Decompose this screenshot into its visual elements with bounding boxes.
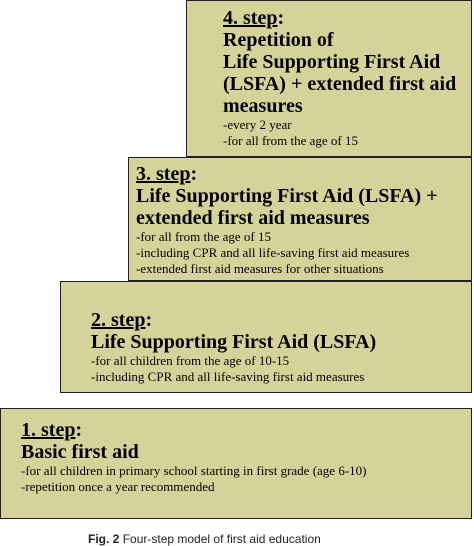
step-4-note: -every 2 year [223, 117, 292, 132]
step-2-title: Life Supporting First Aid (LSFA) [91, 331, 377, 353]
step-4-box [186, 0, 472, 157]
step-3-notes [136, 229, 438, 277]
step-1-notes [21, 463, 366, 495]
step-4-notes [223, 117, 456, 149]
step-1-note: -for all children in primary school starting in first grade (age 6-10) [21, 463, 367, 478]
step-3-heading: 3. step: [136, 163, 198, 185]
step-2-box [60, 281, 472, 393]
step-1-title: Basic first aid [21, 441, 139, 463]
step-2-heading: 2. step: [91, 309, 153, 331]
step-3-note: -for all from the age of 15 [136, 229, 272, 244]
step-4-note: -for all from the age of 15 [223, 133, 359, 148]
step-3-title: Life Supporting First Aid (LSFA) + extended first aid measures [136, 185, 438, 229]
step-3-note: -extended first aid measures for other situations [136, 261, 384, 276]
step-3-note: -including CPR and all life-saving first aid measures [136, 245, 410, 260]
step-4-heading: 4. step: [223, 7, 285, 29]
step-1-box [0, 408, 472, 519]
step-1-heading: 1. step: [21, 419, 83, 441]
step-2-notes [91, 353, 376, 385]
figure-label: Fig. 2 [88, 532, 120, 546]
figure-caption-text: Four-step model of first aid education [122, 532, 321, 546]
step-3-box [128, 157, 472, 281]
step-4-title: Repetition of Life Supporting First Aid (LSFA) + extended first aid measures [223, 29, 457, 117]
step-2-note: -including CPR and all life-saving first aid measures [91, 369, 365, 384]
step-2-note: -for all children from the age of 10-15 [91, 353, 290, 368]
step-1-note: -repetition once a year recommended [21, 479, 215, 494]
